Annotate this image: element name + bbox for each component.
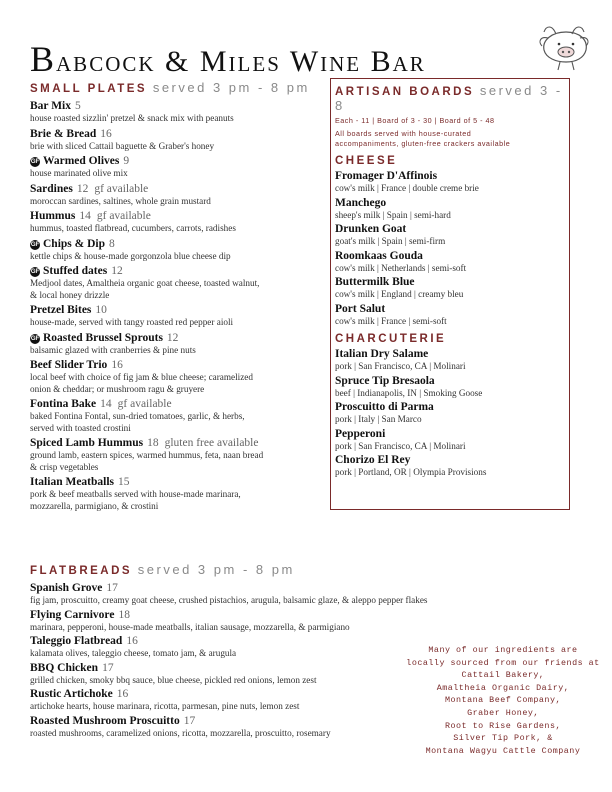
menu-item-price: 12 (166, 331, 179, 344)
menu-title (30, 38, 426, 80)
menu-item-name (30, 436, 330, 450)
flatbreads-title: FLATBREADS (30, 565, 133, 577)
sourcing-line: Montana Beef Company, (444, 695, 562, 706)
board-item (335, 249, 565, 275)
menu-item (30, 237, 330, 263)
flatbread-price: 17 (102, 661, 114, 674)
title-rest: abcock & Miles Wine Bar (56, 45, 426, 78)
sourcing-line: Many of our ingredients are (428, 645, 578, 655)
board-item-description: sheep's milk | Spain | semi-hard (335, 209, 451, 220)
board-item (335, 302, 565, 328)
menu-item-description: ground lamb, eastern spices, warmed hummus, feta, naan bread (30, 450, 264, 460)
board-item-name: Spruce Tip Bresaola (335, 374, 435, 387)
flatbread-name (30, 608, 590, 622)
menu-item-description: house marinated olive mix (30, 168, 128, 178)
flatbread-description: roasted mushrooms, caramelized onions, ricotta, mozzarella, proscuitto, rosemary (30, 727, 331, 738)
menu-item-price: 18 (147, 437, 159, 449)
board-item (335, 374, 565, 400)
flatbread-name (30, 581, 590, 595)
menu-item-price: 12 (76, 182, 89, 195)
menu-item-title: Roasted Brussel Sprouts (43, 331, 163, 344)
menu-item-price: 16 (111, 359, 123, 371)
menu-item (30, 397, 330, 434)
menu-item-name (30, 209, 330, 223)
small-plates-title: SMALL PLATES (30, 83, 148, 95)
menu-item-price: 8 (109, 237, 115, 250)
title-initial: B (30, 39, 57, 79)
menu-item-title: Pretzel Bites (30, 304, 92, 316)
small-plates-served: served 3 pm - 8 pm (152, 80, 310, 95)
menu-item-description: moroccan sardines, saltines, whole grain mustard (30, 195, 211, 206)
gf-badge-icon: GF (30, 335, 40, 342)
flatbread-price: 17 (183, 714, 196, 727)
board-item-description: pork | Italy | San Marco (335, 414, 422, 424)
menu-item-title: Italian Meatballs (30, 476, 115, 488)
menu-item-description: house-made, served with tangy roasted red pepper aioli (30, 317, 234, 327)
flatbread-description: marinara, pepperoni, house-made meatballs, italian sausage, mozzarella, & parmigiano (30, 621, 350, 632)
menu-item-name (30, 264, 330, 278)
menu-item-description: house roasted sizzlin' pretzel & snack mix with peanuts (30, 113, 234, 123)
cheese-list (335, 169, 565, 327)
board-item-description: goat's milk | Spain | semi-firm (335, 236, 446, 246)
artisan-note-1: All boards served with house-curated (335, 129, 472, 138)
menu-item-title: Brie & Bread (30, 127, 97, 140)
flatbread-title: BBQ Chicken (30, 661, 99, 674)
flatbread-description: fig jam, proscuitto, creamy goat cheese, crushed pistachios, arugula, balsamic glaze, & aleppo pepper flakes (30, 595, 428, 605)
gf-available-note: gf available (96, 210, 151, 222)
small-plates-heading (30, 80, 330, 95)
menu-item-title: Sardines (30, 182, 73, 195)
artisan-served: served 3 - 8 (335, 83, 563, 113)
menu-item-price: 5 (75, 100, 81, 112)
sourcing-line: Silver Tip Pork, & (453, 733, 553, 744)
menu-item-name (30, 475, 330, 489)
flatbread-title: Taleggio Flatbread (30, 635, 123, 647)
menu-item (30, 209, 330, 235)
menu-item-description: onion & cheddar; or mushroom ragu & gruyere (30, 383, 205, 394)
board-item-description: cow's milk | France | double creme brie (335, 183, 479, 193)
artisan-pricing: Each - 11 | Board of 3 - 30 | Board of 5 - 48 (335, 116, 495, 125)
flatbread-price: 18 (118, 608, 130, 621)
menu-item-price: 15 (118, 476, 130, 488)
board-item-description: cow's milk | Netherlands | semi-soft (335, 262, 467, 273)
menu-item-name (30, 397, 330, 411)
flatbreads-heading (30, 562, 590, 577)
board-item (335, 275, 565, 301)
flatbread-price: 16 (126, 635, 138, 647)
menu-item-price: 10 (95, 304, 107, 316)
sourcing-line: Graber Honey, (467, 707, 539, 718)
board-item-name: Port Salut (335, 302, 386, 315)
menu-item-title: Chips & Dip (43, 237, 105, 250)
menu-item (30, 127, 330, 153)
flatbread-item (30, 581, 590, 607)
sourcing-line: locally sourced from our friends at (406, 657, 600, 668)
menu-item-name (30, 154, 330, 168)
menu-item-description: local beef with choice of fig jam & blue cheese; caramelized (30, 372, 253, 382)
menu-item-price: 16 (100, 127, 112, 140)
sourcing-note (398, 644, 608, 757)
flatbreads-served: served 3 pm - 8 pm (137, 562, 295, 577)
menu-item-price: 14 (100, 398, 112, 410)
menu-item-name (30, 237, 330, 251)
cheese-heading: CHEESE (335, 155, 398, 167)
board-item (335, 400, 565, 426)
menu-item-description: hummus, toasted flatbread, cucumbers, carrots, radishes (30, 223, 236, 233)
board-item-name: Pepperoni (335, 427, 386, 440)
artisan-heading (335, 83, 565, 113)
menu-item (30, 331, 330, 357)
flatbread-description: grilled chicken, smoky bbq sauce, blue cheese, pickled red onions, lemon zest (30, 674, 317, 685)
flatbread-description: artichoke hearts, house marinara, ricotta, parmesan, pine nuts, lemon zest (30, 701, 300, 711)
menu-item-price: 14 (79, 210, 91, 222)
menu-item-description: Medjool dates, Amaltheia organic goat cheese, toasted walnut, (30, 278, 260, 288)
board-item-name: Chorizo El Rey (335, 454, 411, 466)
flatbread-item (30, 608, 590, 634)
menu-item (30, 436, 330, 473)
board-item-name: Buttermilk Blue (335, 276, 415, 288)
flatbread-title: Flying Carnivore (30, 608, 115, 621)
menu-item-title: Stuffed dates (43, 265, 108, 277)
flatbread-price: 17 (106, 582, 118, 594)
sourcing-line: Root to Rise Gardens, (444, 720, 562, 731)
board-item-description: cow's milk | France | semi-soft (335, 315, 447, 326)
menu-item-title: Beef Slider Trio (30, 359, 108, 371)
menu-item-name (30, 127, 330, 141)
gf-badge-icon: GF (30, 241, 40, 248)
sourcing-line: Cattail Bakery, (461, 670, 545, 681)
menu-item-description: mozzarella, parmigiano, & crostini (30, 500, 159, 511)
menu-item-description: balsamic glazed with cranberries & pine nuts (30, 344, 196, 355)
menu-item (30, 99, 330, 125)
board-item (335, 222, 565, 248)
menu-item-description: served with toasted crostini (30, 422, 131, 433)
sourcing-line: Amaltheia Organic Dairy, (436, 682, 570, 693)
menu-item-name (30, 358, 330, 372)
small-plates-list (30, 99, 330, 512)
menu-item-description: brie with sliced Cattail baguette & Graber's honey (30, 140, 215, 151)
pig-logo-icon (536, 20, 592, 72)
menu-item-price: 12 (111, 265, 123, 277)
board-item-name: Italian Dry Salame (335, 348, 429, 360)
menu-item-title: Fontina Bake (30, 398, 97, 410)
charcuterie-heading: CHARCUTERIE (335, 333, 447, 345)
flatbread-description: kalamata olives, taleggio cheese, tomato jam, & arugula (30, 648, 237, 658)
menu-item (30, 264, 330, 301)
gf-available-note: gf available (94, 182, 149, 195)
board-item-name: Roomkaas Gouda (335, 249, 423, 262)
menu-item-description: & crisp vegetables (30, 461, 99, 472)
artisan-title: ARTISAN BOARDS (335, 86, 475, 98)
board-item (335, 347, 565, 373)
menu-item-description: kettle chips & house-made gorgonzola blue cheese dip (30, 250, 231, 261)
board-item-description: beef | Indianapolis, IN | Smoking Goose (335, 387, 483, 398)
menu-item-title: Hummus (30, 210, 76, 222)
board-item-description: pork | San Francisco, CA | Molinari (335, 440, 466, 451)
menu-item-description: baked Fontina Fontal, sun-dried tomatoes, garlic, & herbs, (30, 411, 245, 421)
board-item-name: Proscuitto di Parma (335, 401, 434, 413)
menu-item-description: & local honey drizzle (30, 289, 110, 300)
board-item-name: Manchego (335, 196, 387, 209)
board-item-description: pork | San Francisco, CA | Molinari (335, 361, 466, 371)
board-item (335, 169, 565, 195)
gf-badge-icon: GF (30, 159, 40, 165)
menu-item-description: pork & beef meatballs served with house-made marinara, (30, 489, 241, 499)
menu-item (30, 358, 330, 395)
board-item-description: pork | Portland, OR | Olympia Provisions (335, 467, 487, 477)
flatbread-price: 16 (116, 688, 129, 700)
board-item (335, 453, 565, 479)
menu-item-title: Warmed Olives (43, 155, 120, 167)
small-plates-section (30, 80, 330, 512)
artisan-note-2: accompaniments, gluten-free crackers available (335, 139, 511, 148)
menu-item (30, 475, 330, 512)
menu-item-price: 9 (123, 155, 130, 167)
board-item-description: cow's milk | England | creamy bleu (335, 289, 464, 299)
menu-item (30, 182, 330, 208)
board-item (335, 427, 565, 453)
menu-item (30, 154, 330, 180)
artisan-boards-box (330, 78, 570, 510)
menu-item-name (30, 303, 330, 317)
menu-item-name (30, 331, 330, 345)
board-item (335, 196, 565, 222)
flatbread-title: Roasted Mushroom Proscuitto (30, 714, 180, 727)
gf-available-note: gluten free available (164, 437, 259, 449)
gf-available-note: gf available (117, 398, 172, 410)
menu-item-name (30, 182, 330, 196)
charcuterie-list (335, 347, 565, 479)
menu-item (30, 303, 330, 329)
sourcing-line: Montana Wagyu Cattle Company (425, 745, 581, 756)
board-item-name: Fromager D'Affinois (335, 170, 438, 182)
gf-badge-icon: GF (30, 269, 40, 275)
board-item-name: Drunken Goat (335, 223, 407, 235)
menu-item-name (30, 99, 330, 113)
flatbread-title: Spanish Grove (30, 582, 103, 594)
menu-item-title: Bar Mix (30, 100, 71, 112)
menu-item-title: Spiced Lamb Hummus (30, 437, 144, 449)
flatbread-title: Rustic Artichoke (30, 688, 113, 700)
